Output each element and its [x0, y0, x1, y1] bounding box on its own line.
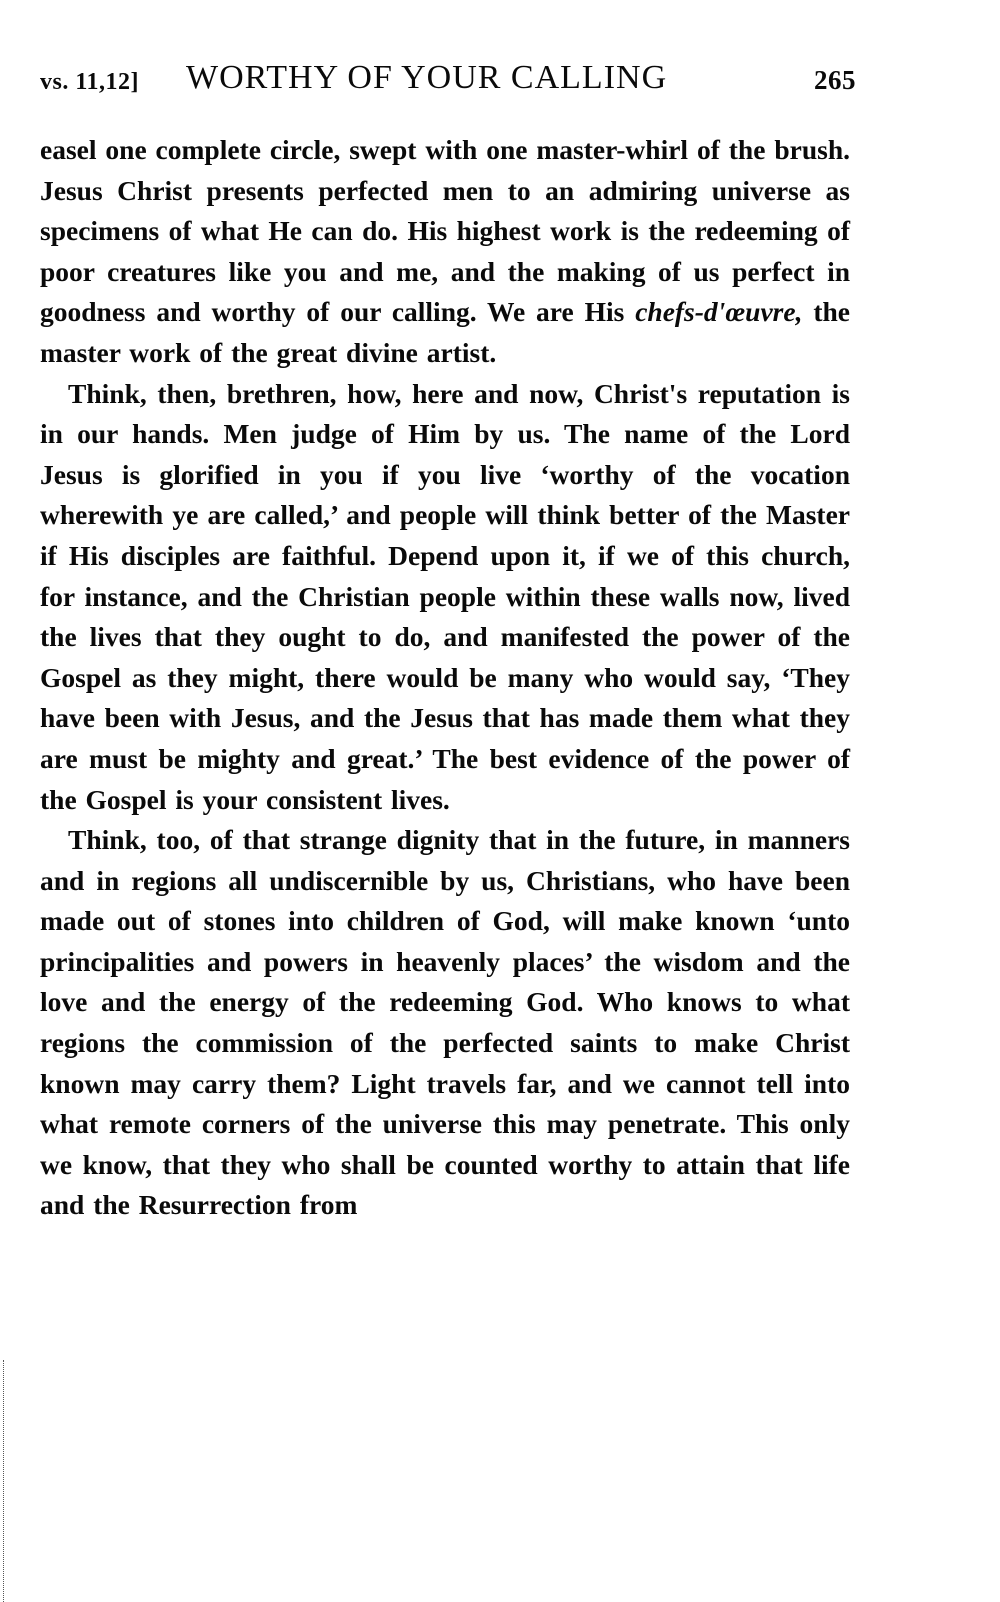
scan-margin-line [3, 1360, 5, 1602]
verse-reference: vs. 11,12] [40, 69, 140, 95]
page-title: WORTHY OF YOUR CALLING [186, 59, 668, 96]
body-text [40, 130, 850, 1226]
paragraph-2: Think, then, brethren, how, here and now, Christ's reputation is in our hands. Men judge of Him by us. The name of the Lord Jesus is glorified in you if you live ‘worthy of the vocation wherewith ye are called,’ and people will think better of the Master if His disciples are faithful. Depend upon it, if we of this church, for instance, and the Christian people within these walls now, lived the lives that they ought to do, and manifested the power of the Gospel as they might, there would be many who would say, ‘They have been with Jesus, and the Jesus that has made them what they are must be mighty and great.’ The best evidence of the power of the Gospel is your consistent lives. [40, 377, 850, 815]
paragraph-1 [40, 130, 850, 374]
paragraph-3: Think, too, of that strange dignity that in the future, in manners and in regions all undiscernible by us, Christians, who have been made out of stones into children of God, will make known ‘unto principalities and powers in heavenly places’ the wisdom and the love and the energy of the redeeming God. Who knows to what regions the commission of the perfected saints to make Christ known may carry them? Light travels far, and we cannot tell into what remote corners of the universe this may penetrate. This only we know, that they who shall be counted worthy to attain that life and the Resurrection from [40, 824, 850, 1221]
running-head [40, 56, 856, 100]
italic-phrase: chefs-d'œuvre, [635, 296, 803, 328]
paragraph-1-text: easel one complete circle, swept with one master-whirl of the brush. Jesus Christ presents perfected men to an admiring universe as specimens of what He can do. His highest work is the redeeming of poor creatures like you and me, and the making of us perfect in goodness and worthy of our calling. We are His [40, 134, 850, 328]
book-page [40, 56, 856, 1226]
paragraph-1-text-end: the master work of the great divine artist. [40, 296, 850, 368]
page-number: 265 [814, 65, 856, 95]
